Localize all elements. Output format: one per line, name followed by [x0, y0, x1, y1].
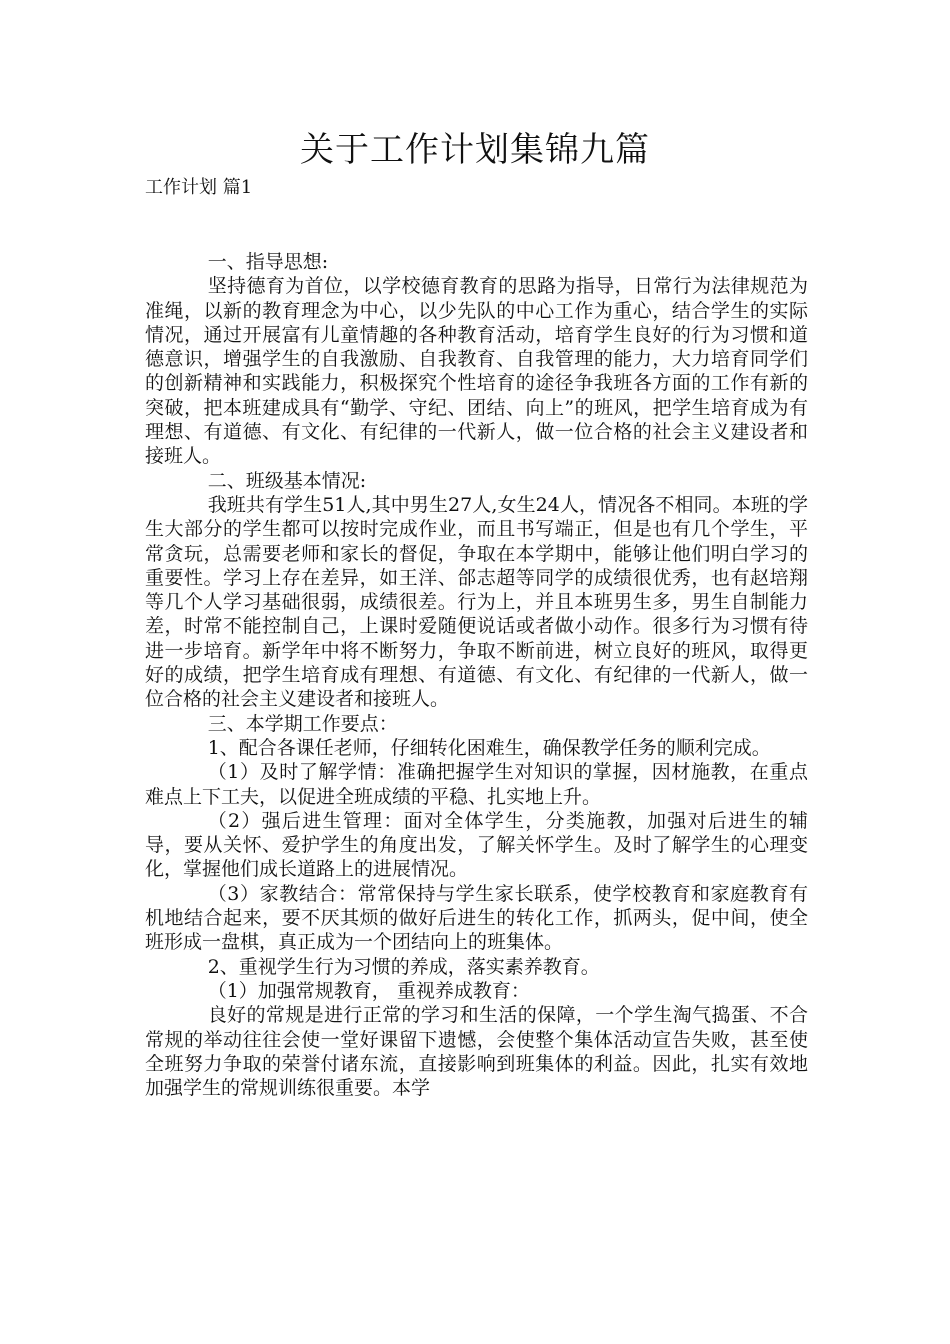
section-heading: 二、班级基本情况: — [207, 469, 367, 492]
document-title: 关于工作计划集锦九篇 — [300, 130, 650, 170]
document-subtitle: 工作计划 篇1 — [145, 177, 253, 198]
paragraph: （1）及时了解学情：准确把握学生对知识的掌握，因材施教，在重点难点上下工夫，以促进全班成绩的平稳、扎实地上升。 — [145, 761, 808, 808]
document-body — [145, 250, 808, 1100]
paragraph: （3）家教结合：常常保持与学生家长联系，使学校教育和家庭教育有机地结合起来，要不厌其烦的做好后进生的转化工作，抓两头，促中间，使全班形成一盘棋，真正成为一个团结向上的班集体。 — [145, 882, 808, 954]
paragraph: 我班共有学生51人,其中男生27人,女生24人，情况各不相同。本班的学生大部分的学生都可以按时完成作业，而且书写端正，但是也有几个学生，平常贪玩，总需要老师和家长的督促，争取在本学期中，能够让他们明白学习的重要性。学习上存在差异，如王洋、郃志超等同学的成绩很优秀，也有赵培翔等几个人学习基础很弱，成绩很差。行为上，并且本班男生多，男生自制能力差，时常不能控制自己，上课时爱随便说话或者做小动作。很多行为习惯有待进一步培育。新学年中将不断努力，争取不断前进，树立良好的班风，取得更好的成绩，把学生培育成有理想、有道德、有文化、有纪律的一代新人，做一位合格的社会主义建设者和接班人。 — [145, 493, 808, 711]
paragraph: 2、重视学生行为习惯的养成，落实素养教育。 — [207, 955, 600, 978]
paragraph: 坚持德育为首位，以学校德育教育的思路为指导，日常行为法律规范为准绳，以新的教育理念为中心，以少先队的中心工作为重心，结合学生的实际情况，通过开展富有儿童情趣的各种教育活动，培育学生良好的行为习惯和道德意识，增强学生的自我激励、自我教育、自我管理的能力，大力培育同学们的创新精神和实践能力，积极探究个性培育的途径争我班各方面的工作有新的突破，把本班建成具有“勤学、守纪、团结、向上”的班风，把学生培育成为有理想、有道德、有文化、有纪律的一代新人，做一位合格的社会主义建设者和接班人。 — [145, 275, 808, 468]
paragraph: 良好的常规是进行正常的学习和生活的保障，一个学生淘气捣蛋、不合常规的举动往往会使一堂好课留下遗憾，会使整个集体活动宣告失败，甚至使全班努力争取的荣誉付诸东流，直接影响到班集体的利益。因此，扎实有效地加强学生的常规训练很重要。本学 — [145, 1004, 808, 1100]
paragraph: （2）强后进生管理：面对全体学生，分类施教，加强对后进生的辅导，要从关怀、爱护学生的角度出发，了解关怀学生。及时了解学生的心理变化，掌握他们成长道路上的进展情况。 — [145, 809, 808, 881]
section-heading: 三、本学期工作要点： — [207, 712, 398, 735]
paragraph: 1、配合各课任老师，仔细转化困难生，确保教学任务的顺利完成。 — [207, 736, 771, 759]
section-heading: 一、指导思想: — [207, 251, 329, 273]
paragraph: （1）加强常规教育， 重视养成教育： — [207, 979, 530, 1002]
